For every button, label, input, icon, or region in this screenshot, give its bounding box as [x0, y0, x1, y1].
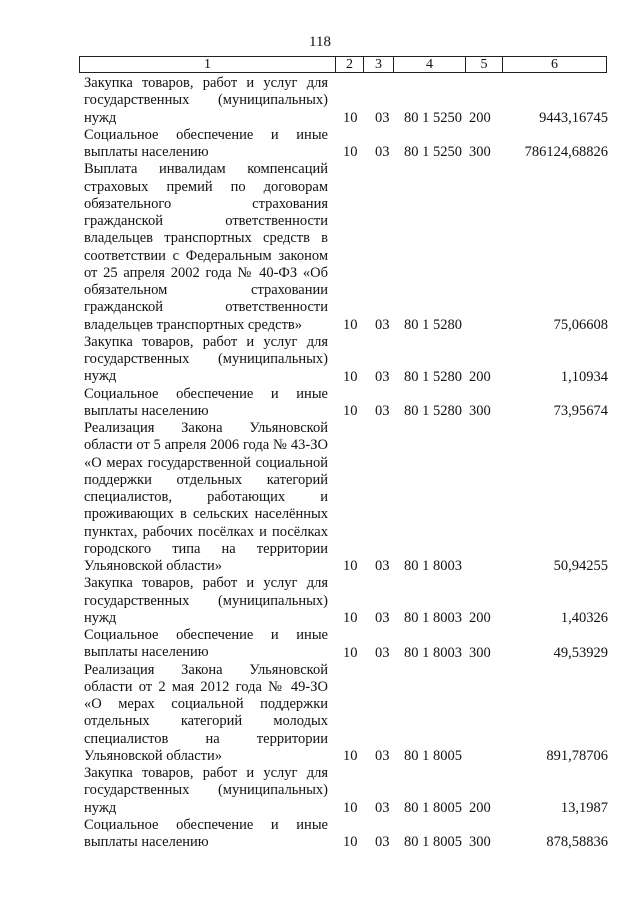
subsection-code: 03	[375, 558, 390, 575]
subsection-code: 03	[375, 748, 390, 764]
table-header	[79, 56, 607, 73]
row-codes	[84, 317, 608, 334]
amount-value: 878,58836	[546, 834, 608, 851]
type-code: 200	[469, 799, 491, 816]
table-row	[84, 575, 608, 627]
amount-value: 75,06608	[553, 316, 608, 333]
header-col-3: 3	[364, 56, 394, 73]
table-row	[84, 75, 608, 127]
section-code: 10	[343, 834, 358, 851]
type-code: 300	[469, 144, 491, 161]
subsection-code: 03	[375, 799, 390, 816]
row-description: Выплата инвалидам компенсаций страховых премий по договорам обязательного страхования гражданской ответственности владельцев транспортных средств в соответствии с Федеральным законом от 25 апреля 2002 года № 40-ФЗ «Об обязательном страховании гражданской ответственности владельцев транспортных средств»	[84, 161, 328, 333]
target-code: 80 1 8003	[404, 644, 462, 661]
row-description: Социальное обеспечение и иные выплаты населению	[84, 126, 328, 160]
table-row	[84, 765, 608, 817]
section-code: 10	[343, 558, 358, 575]
section-code: 10	[343, 748, 358, 764]
target-code: 80 1 5280	[404, 403, 462, 419]
type-code: 200	[469, 368, 491, 385]
row-codes	[84, 558, 608, 575]
subsection-code: 03	[375, 834, 390, 851]
section-code: 10	[343, 368, 358, 385]
target-code: 80 1 8005	[404, 748, 462, 764]
row-description: Закупка товаров, работ и услуг для государственных (муниципальных) нужд	[84, 75, 328, 126]
row-codes	[84, 369, 608, 386]
header-col-6: 6	[503, 56, 607, 73]
row-description: Закупка товаров, работ и услуг для государственных (муниципальных) нужд	[84, 765, 328, 816]
amount-value: 786124,68826	[524, 144, 608, 161]
table-row	[84, 627, 608, 662]
amount-value: 49,53929	[553, 644, 608, 661]
section-code: 10	[343, 644, 358, 661]
section-code: 10	[343, 799, 358, 816]
table-body	[84, 75, 608, 851]
header-col-1: 1	[79, 56, 336, 73]
table-row	[84, 334, 608, 386]
row-description: Социальное обеспечение и иные выплаты населению	[84, 385, 328, 419]
row-codes	[84, 800, 608, 817]
row-codes	[84, 403, 608, 420]
target-code: 80 1 8005	[404, 834, 462, 851]
target-code: 80 1 8005	[404, 799, 462, 816]
subsection-code: 03	[375, 316, 390, 333]
subsection-code: 03	[375, 144, 390, 161]
type-code: 300	[469, 834, 491, 851]
section-code: 10	[343, 144, 358, 161]
table-row	[84, 386, 608, 421]
row-description: Социальное обеспечение и иные выплаты населению	[84, 627, 328, 661]
table-row	[84, 817, 608, 852]
subsection-code: 03	[375, 368, 390, 385]
header-col-5: 5	[466, 56, 503, 73]
row-description: Закупка товаров, работ и услуг для государственных (муниципальных) нужд	[84, 333, 328, 385]
subsection-code: 03	[375, 403, 390, 419]
type-code: 200	[469, 109, 491, 126]
amount-value: 1,10934	[560, 368, 608, 385]
table-row	[84, 127, 608, 162]
section-code: 10	[343, 403, 358, 419]
row-description: Реализация Закона Ульяновской области от 5 апреля 2006 года № 43-ЗО «О мерах государственной социальной поддержки отдельных категорий специалистов, работающих и проживающих в сельских населённых пунктах, рабочих посёлках и посёлках городского типа на территории Ульяновской области»	[84, 420, 328, 574]
row-codes	[84, 645, 608, 662]
header-col-2: 2	[336, 56, 364, 73]
section-code: 10	[343, 109, 358, 126]
row-codes	[84, 834, 608, 851]
type-code: 300	[469, 644, 491, 661]
row-description: Реализация Закона Ульяновской области от 2 мая 2012 года № 49-ЗО «О мерах социальной поддержки отдельных категорий молодых специалистов на территории Ульяновской области»	[84, 661, 328, 764]
target-code: 80 1 5250	[404, 109, 462, 126]
type-code: 300	[469, 403, 491, 419]
amount-value: 13,1987	[560, 799, 608, 816]
row-codes	[84, 610, 608, 627]
subsection-code: 03	[375, 610, 390, 626]
header-col-4: 4	[394, 56, 466, 73]
type-code: 200	[469, 610, 491, 626]
table-row	[84, 420, 608, 575]
target-code: 80 1 5250	[404, 144, 462, 161]
amount-value: 1,40326	[560, 610, 608, 626]
section-code: 10	[343, 316, 358, 333]
amount-value: 891,78706	[546, 748, 608, 764]
row-description: Закупка товаров, работ и услуг для государственных (муниципальных) нужд	[84, 575, 328, 626]
amount-value: 50,94255	[553, 558, 608, 575]
target-code: 80 1 5280	[404, 316, 462, 333]
table-row	[84, 161, 608, 334]
amount-value: 73,95674	[553, 403, 608, 419]
target-code: 80 1 5280	[404, 368, 462, 385]
target-code: 80 1 8003	[404, 558, 462, 575]
table-row	[84, 662, 608, 766]
subsection-code: 03	[375, 644, 390, 661]
section-code: 10	[343, 610, 358, 626]
target-code: 80 1 8003	[404, 610, 462, 626]
row-codes	[84, 748, 608, 765]
page-number: 118	[309, 34, 331, 50]
row-codes	[84, 144, 608, 161]
amount-value: 9443,16745	[539, 109, 608, 126]
row-description: Социальное обеспечение и иные выплаты населению	[84, 816, 328, 850]
row-codes	[84, 110, 608, 127]
subsection-code: 03	[375, 109, 390, 126]
